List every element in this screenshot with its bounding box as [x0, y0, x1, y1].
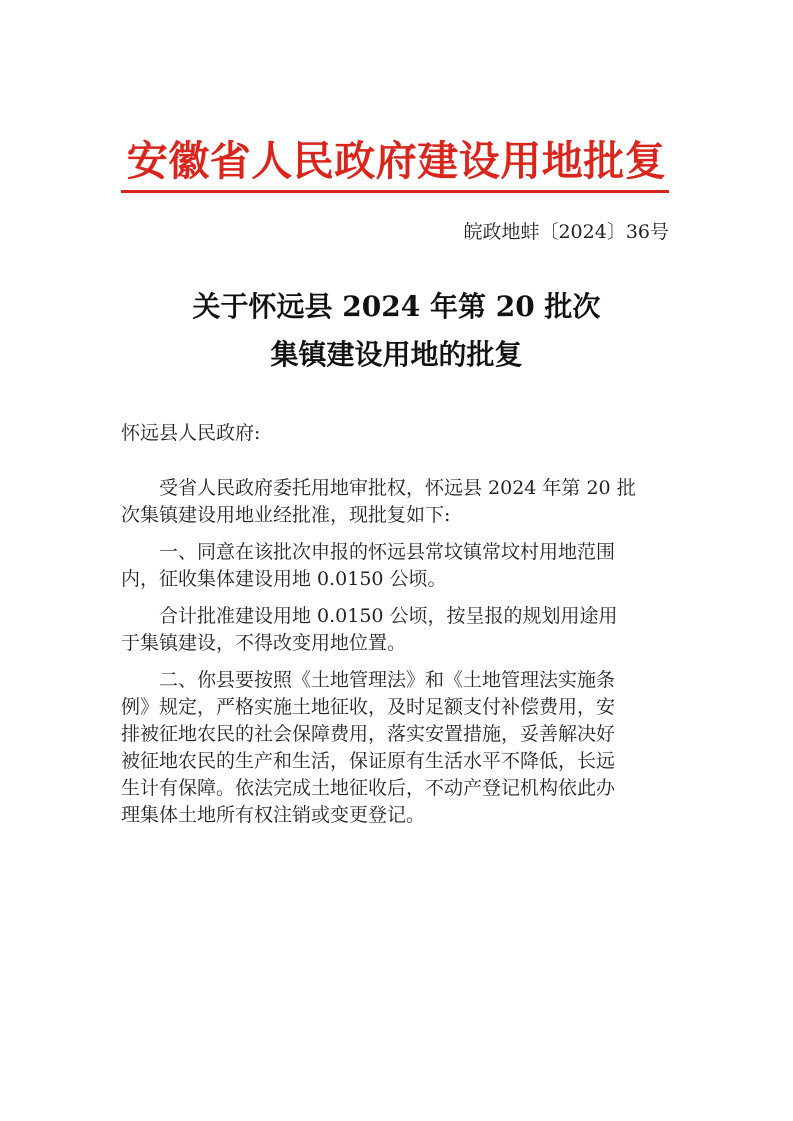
paragraph-line: 次集镇建设用地业经批准，现批复如下: [121, 504, 451, 526]
document-title-line-1: 关于怀远县 2024 年第 20 批次 [192, 290, 601, 323]
red-divider-line [121, 190, 669, 193]
paragraph-line: 生计有保障。依法完成土地征收后，不动产登记机构依此办 [121, 777, 616, 799]
paragraph-line: 理集体土地所有权注销或变更登记。 [121, 804, 426, 826]
paragraph-line: 内，征收集体建设用地 0.0150 公顷。 [121, 568, 447, 590]
paragraph-line: 一、同意在该批次申报的怀远县常坟镇常坟村用地范围 [159, 541, 616, 563]
paragraph-line: 合计批准建设用地 0.0150 公顷，按呈报的规划用途用 [159, 605, 618, 627]
document-number: 皖政地蚌〔2024〕36号 [463, 221, 669, 243]
salutation: 怀远县人民政府: [121, 422, 261, 444]
document-body [121, 418, 681, 827]
paragraph-line: 被征地农民的生产和生活，保证原有生活水平不降低，长远 [121, 750, 616, 772]
paragraph-line: 受省人民政府委托用地审批权，怀远县 2024 年第 20 批 [159, 477, 636, 499]
document-title-line-2: 集镇建设用地的批复 [270, 338, 523, 371]
document-title [0, 283, 793, 379]
paragraph-line: 二、你县要按照《土地管理法》和《土地管理法实施条 [159, 669, 616, 691]
header-title: 安徽省人民政府建设用地批复 [126, 137, 667, 185]
paragraph-line: 排被征地农民的社会保障费用，落实安置措施，妥善解决好 [121, 723, 616, 745]
paragraph-line: 于集镇建设，不得改变用地位置。 [121, 632, 407, 654]
paragraph-line: 例》规定，严格实施土地征收，及时足额支付补偿费用，安 [121, 696, 616, 718]
